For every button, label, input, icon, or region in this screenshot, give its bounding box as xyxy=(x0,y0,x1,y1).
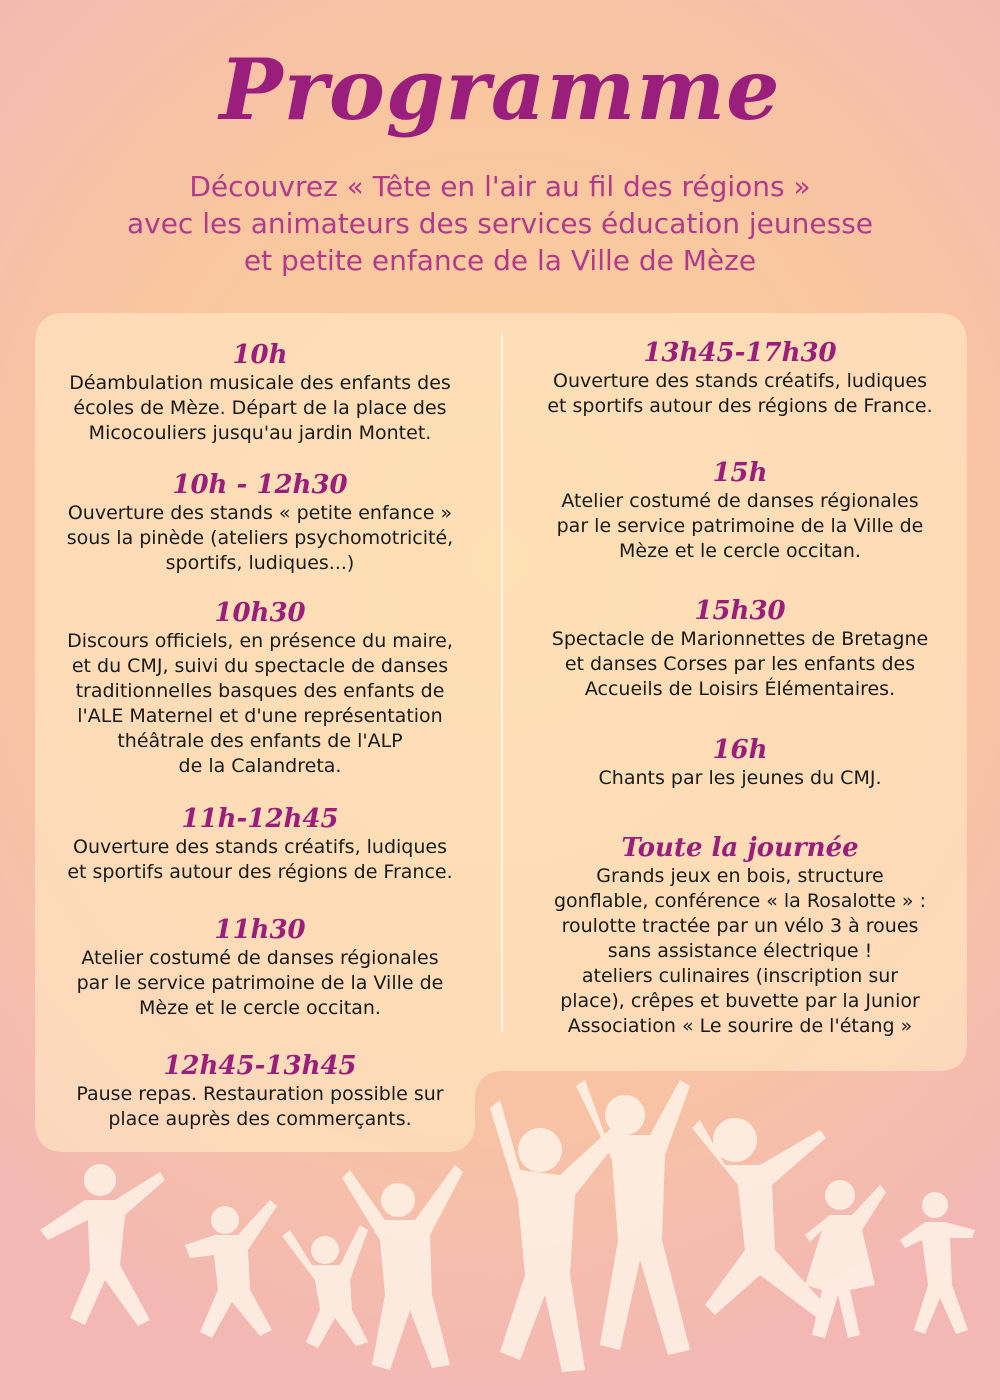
schedule-description: Pause repas. Restauration possible sur place auprès des commerçants. xyxy=(76,1083,444,1130)
schedule-description: Ouverture des stands créatifs, ludiques et sportifs autour des régions de France. xyxy=(547,370,933,417)
subtitle xyxy=(40,168,960,279)
kid-silhouette xyxy=(900,1192,975,1334)
schedule-time: 15h xyxy=(712,458,768,488)
schedule-time: 11h30 xyxy=(214,915,306,945)
kid-silhouette xyxy=(576,1080,690,1355)
schedule-description: Ouverture des stands créatifs, ludiques et sportifs autour des régions de France. xyxy=(67,836,453,883)
schedule-time: 13h45-17h30 xyxy=(643,338,837,368)
schedule-description: Ouverture des stands « petite enfance » sous la pinède (ateliers psychomotricité, sportifs, ludiques...) xyxy=(66,502,454,574)
schedule-time: 11h-12h45 xyxy=(181,804,339,834)
schedule-time: 16h xyxy=(712,735,768,765)
schedule-description: Atelier costumé de danses régionales par le service patrimoine de la Ville de Mèze et le cercle occitan. xyxy=(556,490,924,562)
schedule-item xyxy=(35,803,485,885)
kid-silhouette xyxy=(805,1180,886,1338)
schedule-time: 12h45-13h45 xyxy=(163,1051,357,1081)
schedule-item xyxy=(35,914,485,1021)
schedule-description: Spectacle de Marionnettes de Bretagne et danses Corses par les enfants des Accueils de Loisirs Élémentaires. xyxy=(551,628,929,700)
schedule-time: Toute la journée xyxy=(621,833,859,863)
schedule-time: 10h - 12h30 xyxy=(172,470,348,500)
subtitle-line: avec les animateurs des services éducation jeunesse xyxy=(126,207,874,240)
schedule-item xyxy=(505,734,975,791)
kid-silhouette xyxy=(692,1118,830,1320)
page-title: Programme xyxy=(219,40,781,139)
schedule-time: 10h xyxy=(232,340,288,370)
schedule-description: Grands jeux en bois, structure gonflable, conférence « la Rosalotte » : roulotte tractée par un vélo 3 à roues sans assistance électrique ! ateliers culinaires (inscription sur place), crêpes et buvette par la Junior Association « Le sourire de l'étang » xyxy=(554,865,926,1037)
column-divider xyxy=(501,333,503,1033)
schedule-description: Discours officiels, en présence du maire, et du CMJ, suivi du spectacle de danses traditionnelles basques des enfants de l'ALE Maternel et d'une représentation théâtrale des enfants de l'ALP de la Calandreta. xyxy=(67,630,453,777)
kids-silhouettes-illustration xyxy=(0,1080,1000,1400)
schedule-item xyxy=(35,597,485,779)
schedule-item xyxy=(505,457,975,564)
kid-silhouette xyxy=(185,1200,277,1338)
schedule-description: Atelier costumé de danses régionales par le service patrimoine de la Ville de Mèze et le cercle occitan. xyxy=(76,947,444,1019)
schedule-time: 15h30 xyxy=(694,596,786,626)
schedule-item xyxy=(35,469,485,576)
schedule-time: 10h30 xyxy=(214,598,306,628)
subtitle-line: Découvrez « Tête en l'air au fil des régions » xyxy=(189,170,811,203)
schedule-item xyxy=(505,595,975,702)
schedule-item xyxy=(505,337,975,419)
subtitle-line: et petite enfance de la Ville de Mèze xyxy=(243,244,757,277)
kid-silhouette xyxy=(40,1164,165,1326)
schedule-item xyxy=(35,339,485,446)
programme-panel xyxy=(35,313,967,1152)
schedule-item xyxy=(505,832,975,1039)
kid-silhouette xyxy=(282,1225,368,1348)
schedule-description: Déambulation musicale des enfants des écoles de Mèze. Départ de la place des Micocouliers jusqu'au jardin Montet. xyxy=(69,372,451,444)
schedule-description: Chants par les jeunes du CMJ. xyxy=(598,767,882,789)
